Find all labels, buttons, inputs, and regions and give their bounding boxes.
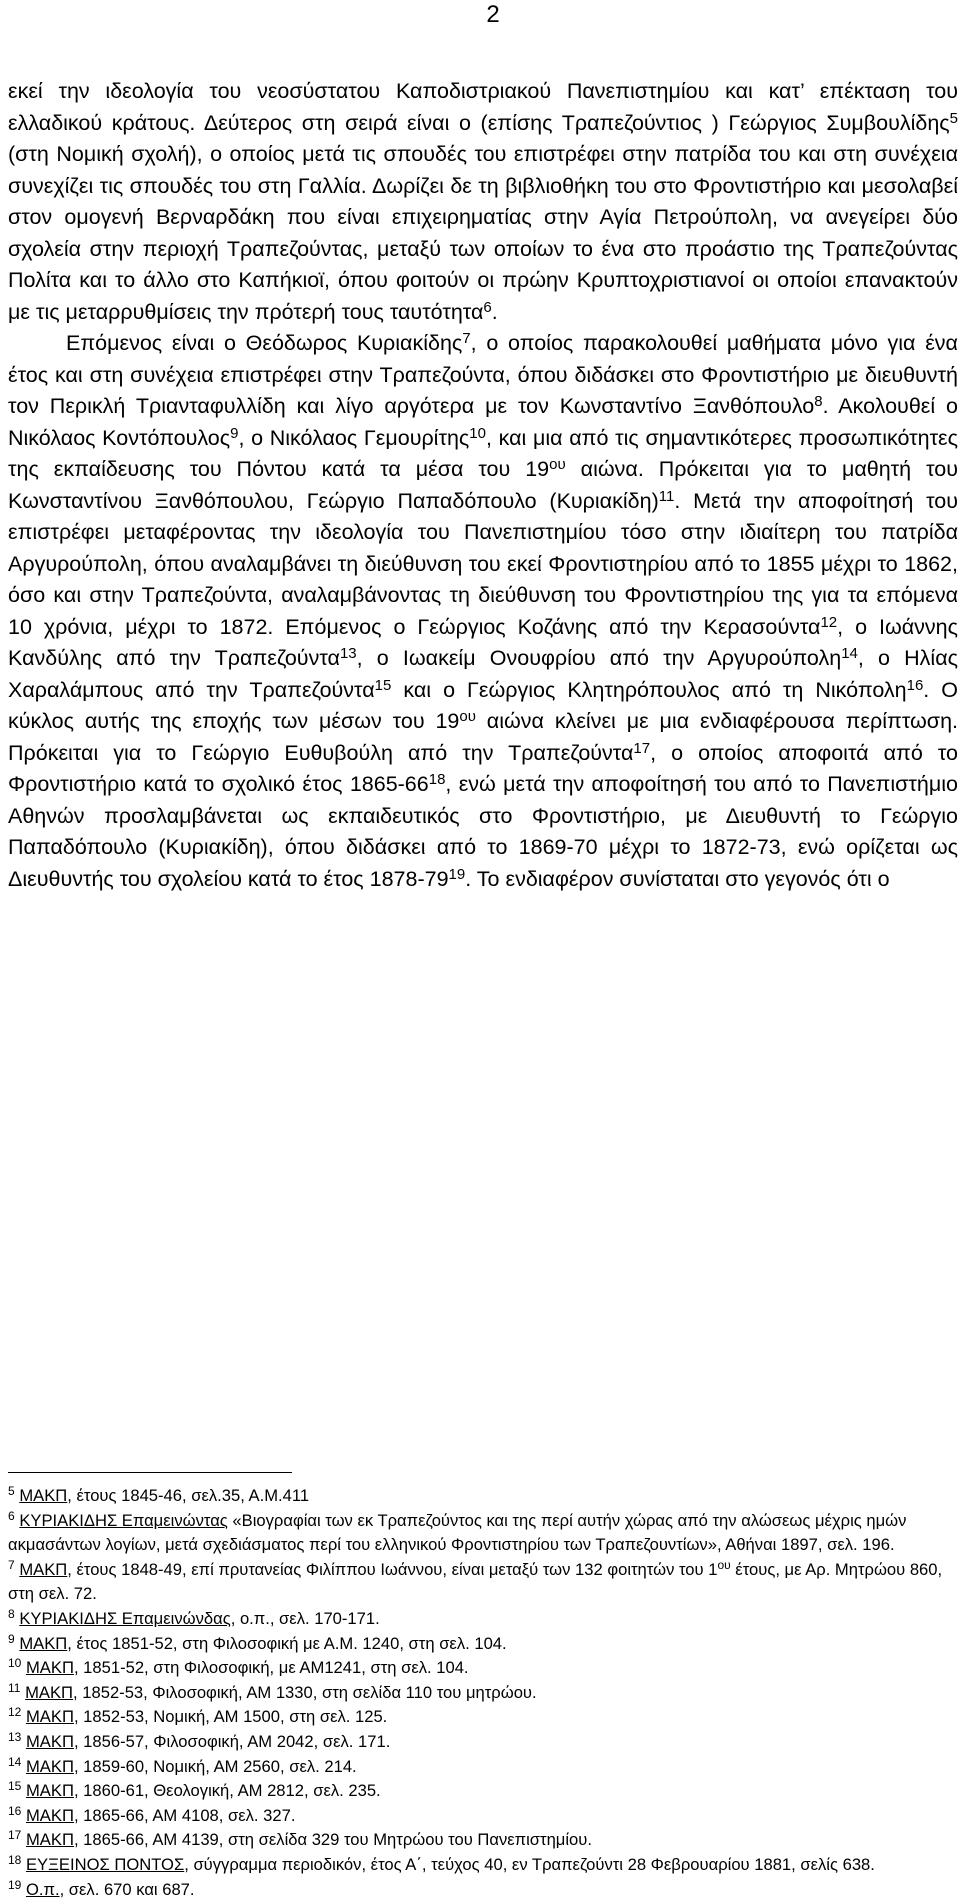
footnote-ref: ου — [459, 708, 476, 725]
footnotes — [8, 1484, 956, 1902]
footnote-text: , έτους 1848-49, επί πρυτανείας Φιλίππου Ιωάννου, είναι μεταξύ των 132 φοιτητών του 1 — [67, 1560, 717, 1579]
paragraph-2 — [8, 328, 958, 895]
footnote-ref: 17 — [633, 740, 650, 757]
paragraph-text: . Μετά την αποφοίτησή του επιστρέφει μεταφέροντας την ιδεολογία του Πανεπιστημίου τόσο στην ιδιαίτερη του πατρίδα Αργυρούπολη, όπου αναλαμβάνει τη διεύθυνση του εκεί Φροντιστηρίου από το 1855 μέχρι το 1862, όσο και στην Τραπεζούντα, αναλαμβάνοντας τη διεύθυνση του Φροντιστηρίου της για τα επόμενα 10 χρόνια, μέχρι το 1872. Επόμενος ο Γεώργιος Κοζάνης από την Κερασούντα — [8, 489, 958, 639]
footnote-ref: 10 — [469, 425, 486, 442]
footnote-number: 11 — [8, 1681, 20, 1695]
footnote-number: 8 — [8, 1607, 15, 1621]
paragraph-text: . — [492, 300, 498, 324]
footnote-16 — [8, 1804, 956, 1829]
footnote-ref: 19 — [449, 866, 466, 883]
paragraph-text: , ο οποίος παρακολουθεί μαθήματα μόνο για ένα έτος και στη συνέχεια επιστρέφει στην Τραπεζούντα, όπου διδάσκει στο Φροντιστήριο με διευθυντή τον Περικλή Τριανταφυλλίδη και λίγο αργότερα με τον Κωνσταντίνο Ξανθόπουλο — [8, 331, 958, 418]
footnote-7 — [8, 1558, 956, 1607]
paragraph-text: (στη Νομική σχολή), ο οποίος μετά τις σπουδές του επιστρέφει στην πατρίδα του και στη συνέχεια συνεχίζει τις σπουδές του στη Γαλλία. Δωρίζει δε τη βιβλιοθήκη του στο Φροντιστήριο και μεσολαβεί στον ομογενή Βερναρδάκη που είναι επιχειρηματίας στην Αγία Πετρούπολη, να ανεγείρει δύο σχολεία στην περιοχή Τραπεζούντας, μεταξύ των οποίων το ένα στο προάστιο της Τραπεζούντας Πολίτα και το άλλο στο Καπήκιοϊ, όπου φοιτούν οι πρώην Κρυπτοχριστιανοί οι οποίοι επανακτούν με τις μεταρρυθμίσεις την πρότερή τους ταυτότητα — [8, 142, 958, 324]
footnote-ref: 15 — [375, 677, 392, 694]
footnote-source: ΜΑΚΠ — [26, 1732, 74, 1751]
footnote-source: ΜΑΚΠ — [26, 1781, 74, 1800]
footnote-6 — [8, 1509, 956, 1558]
footnote-text: έτους, με Αρ. Μητρώου 860, στη σελ. 72. — [8, 1560, 942, 1604]
body-text — [8, 76, 958, 895]
paragraph-text: . Ακολουθεί ο Νικόλαος Κοντόπουλος — [8, 394, 958, 450]
footnote-ref: 6 — [483, 299, 491, 316]
paragraph-text: αιώνα. Πρόκειται για το μαθητή του Κωνσταντίνου Ξανθόπουλου, Γεώργιο Παπαδόπουλο (Κυριακίδη) — [8, 457, 958, 513]
footnote-number: 16 — [8, 1804, 21, 1818]
footnote-superscript: ου — [717, 1558, 730, 1572]
footnote-text: , 1852-53, Νομική, ΑΜ 1500, στη σελ. 125. — [74, 1707, 387, 1726]
footnote-source: ΜΑΚΠ — [25, 1683, 73, 1702]
footnote-12 — [8, 1705, 956, 1730]
footnote-source: ΜΑΚΠ — [19, 1560, 67, 1579]
footnote-text: , έτους 1845-46, σελ.35, Α.Μ.411 — [67, 1486, 309, 1505]
paragraph-text: . Ο κύκλος αυτής της εποχής των μέσων του 19 — [8, 678, 958, 734]
footnote-ref: 16 — [907, 677, 924, 694]
footnote-number: 17 — [8, 1828, 21, 1842]
footnote-14 — [8, 1755, 956, 1780]
footnote-text: , 1852-53, Φιλοσοφική, ΑΜ 1330, στη σελίδα 110 του μητρώου. — [73, 1683, 537, 1702]
paragraph-text: , ο Ιωακείμ Ονουφρίου από την Αργυρούπολη — [357, 646, 842, 670]
footnote-source: ΜΑΚΠ — [19, 1634, 67, 1653]
footnote-ref: 12 — [820, 614, 837, 631]
footnote-text: , σύγγραμμα περιοδικόν, έτος Α΄, τεύχος 40, εν Τραπεζούντι 28 Φεβρουαρίου 1881, σελίς 638. — [184, 1855, 875, 1874]
paragraph-text: . Το ενδιαφέρον συνίσταται στο γεγονός ότι ο — [465, 867, 889, 891]
footnote-17 — [8, 1828, 956, 1853]
footnote-ref: ου — [549, 456, 566, 473]
footnote-source: ΜΑΚΠ — [26, 1830, 74, 1849]
footnote-ref: 8 — [814, 393, 822, 410]
footnote-number: 6 — [8, 1509, 15, 1523]
paragraph-text: αιώνα κλείνει με μια ενδιαφέρουσα περίπτωση. Πρόκειται για το Γεώργιο Ευθυβούλη από την Τραπεζούντα — [8, 709, 958, 765]
paragraph-1 — [8, 76, 958, 328]
footnote-source: ΚΥΡΙΑΚΙΔΗΣ Επαμεινώνδας — [19, 1609, 230, 1628]
footnote-source: ΜΑΚΠ — [26, 1707, 74, 1726]
footnote-number: 10 — [8, 1656, 21, 1670]
footnote-text: , σελ. 670 και 687. — [60, 1880, 195, 1899]
footnote-number: 13 — [8, 1730, 21, 1744]
paragraph-text: , ο Νικόλαος Γεμουρίτης — [238, 426, 469, 450]
footnote-10 — [8, 1656, 956, 1681]
paragraph-text: , ενώ μετά την αποφοίτησή του από το Πανεπιστήμιο Αθηνών προσλαμβάνεται ως εκπαιδευτικός στο Φροντιστήριο, με Διευθυντή το Γεώργιο Παπαδόπουλο (Κυριακίδη), όπου διδάσκει από το 1869-70 μέχρι το 1872-73, ενώ ορίζεται ως Διευθυντής του σχολείου κατά το έτος 1878-79 — [8, 772, 958, 891]
footnote-text: , 1865-66, ΑΜ 4108, σελ. 327. — [74, 1806, 296, 1825]
footnote-number: 18 — [8, 1853, 21, 1867]
footnote-5 — [8, 1484, 956, 1509]
footnote-ref: 13 — [340, 645, 357, 662]
footnote-source: ΚΥΡΙΑΚΙΔΗΣ Επαμεινώντας — [19, 1511, 227, 1530]
footnote-18 — [8, 1853, 956, 1878]
footnote-text: , 1859-60, Νομική, ΑΜ 2560, σελ. 214. — [74, 1757, 357, 1776]
footnote-text: , έτος 1851-52, στη Φιλοσοφική με Α.Μ. 1240, στη σελ. 104. — [67, 1634, 506, 1653]
footnote-text: «Βιογραφίαι των εκ Τραπεζούντος και της περί αυτήν χώρας από την αλώσεως μέχρις ημών ακμασάντων λογίων, μετά σχεδιάσματος περί του ελληνικού Φροντιστηρίου των Τραπεζουντίων», Αθήναι 1897, σελ. 196. — [8, 1511, 906, 1555]
footnote-9 — [8, 1632, 956, 1657]
footnote-text: , ο.π., σελ. 170-171. — [231, 1609, 380, 1628]
footnote-13 — [8, 1730, 956, 1755]
footnote-ref: 5 — [950, 110, 958, 127]
footnote-number: 7 — [8, 1558, 15, 1572]
footnote-text: , 1851-52, στη Φιλοσοφική, με ΑΜ1241, στη σελ. 104. — [74, 1658, 469, 1677]
paragraph-text: , και μια από τις σημαντικότερες προσωπικότητες της εκπαίδευσης του Πόντου κατά τα μέσα του 19 — [8, 426, 958, 482]
footnote-source: Ο.π. — [26, 1880, 60, 1899]
footnote-source: ΜΑΚΠ — [26, 1806, 74, 1825]
paragraph-text: , ο οποίος αποφοιτά από το Φροντιστήριο κατά το σχολικό έτος 1865-66 — [8, 741, 958, 797]
footnote-source: ΜΑΚΠ — [19, 1486, 67, 1505]
footnote-ref: 14 — [841, 645, 858, 662]
footnote-number: 14 — [8, 1755, 21, 1769]
footnote-number: 15 — [8, 1779, 21, 1793]
footnote-source: ΜΑΚΠ — [26, 1658, 74, 1677]
paragraph-text: Επόμενος είναι ο Θεόδωρος Κυριακίδης — [66, 331, 462, 355]
footnote-text: , 1860-61, Θεολογική, ΑΜ 2812, σελ. 235. — [74, 1781, 381, 1800]
paragraph-text: και ο Γεώργιος Κλητηρόπουλος από τη Νικόπολη — [391, 678, 906, 702]
footnote-ref: 9 — [230, 425, 238, 442]
footnote-number: 12 — [8, 1705, 21, 1719]
paragraph-text: εκεί την ιδεολογία του νεοσύστατου Καποδιστριακού Πανεπιστημίου και κατ’ επέκταση του ελλαδικού κράτους. Δεύτερος στη σειρά είναι ο (επίσης Τραπεζούντιος ) Γεώργιος Συμβουλίδης — [8, 79, 958, 135]
footnote-text: , 1856-57, Φιλοσοφική, ΑΜ 2042, σελ. 171. — [74, 1732, 390, 1751]
footnote-15 — [8, 1779, 956, 1804]
footnote-11 — [8, 1681, 956, 1706]
footnote-ref: 7 — [462, 330, 470, 347]
footnote-source: ΕΥΞΕΙΝΟΣ ΠΟΝΤΟΣ — [26, 1855, 184, 1874]
footnote-ref: 18 — [429, 771, 446, 788]
footnote-19 — [8, 1878, 956, 1902]
footnote-8 — [8, 1607, 956, 1632]
footnote-source: ΜΑΚΠ — [26, 1757, 74, 1776]
paragraph-text: , ο Ηλίας Χαραλάμπους από την Τραπεζούντα — [8, 646, 958, 702]
footnote-number: 19 — [8, 1878, 21, 1892]
page-number: 2 — [478, 0, 508, 30]
footnote-number: 5 — [8, 1484, 15, 1498]
footnote-separator — [8, 1472, 292, 1473]
footnote-text: , 1865-66, ΑΜ 4139, στη σελίδα 329 του Μητρώου του Πανεπιστημίου. — [74, 1830, 592, 1849]
footnote-number: 9 — [8, 1632, 15, 1646]
paragraph-text: , ο Ιωάννης Κανδύλης από την Τραπεζούντα — [8, 615, 958, 671]
footnote-ref: 11 — [659, 488, 675, 505]
